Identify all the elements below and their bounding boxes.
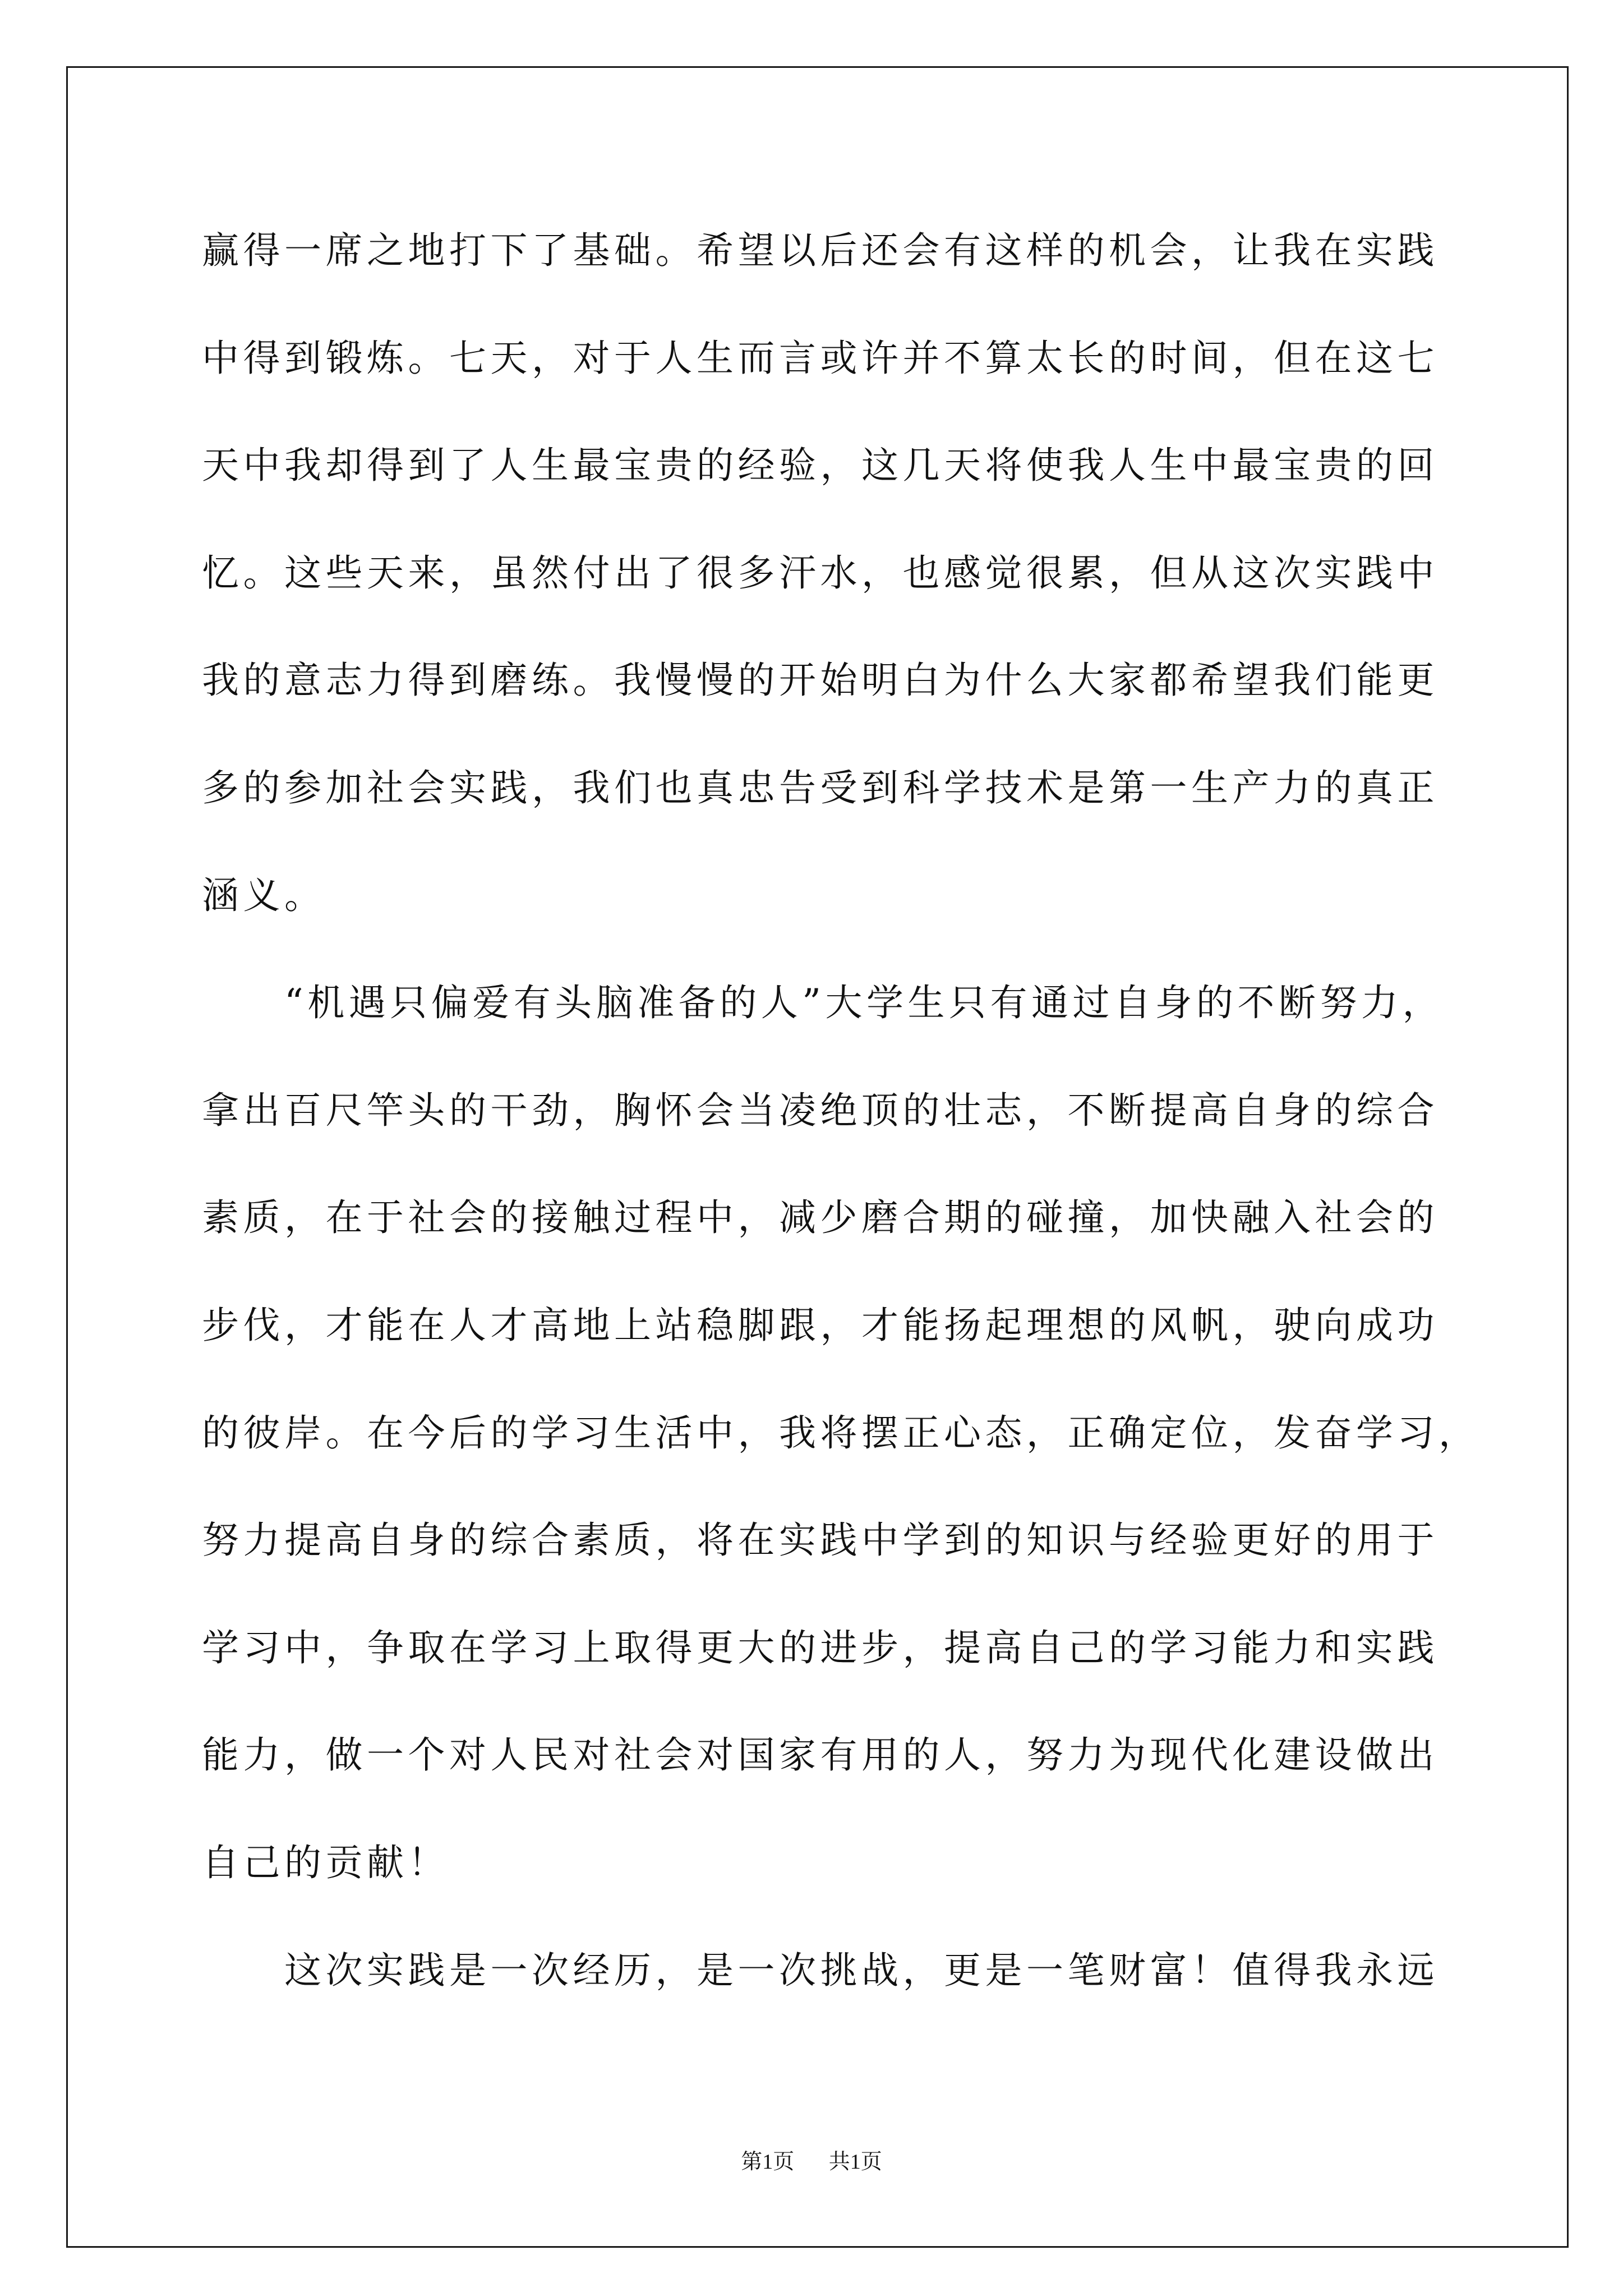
text-line: 自己的贡献！ (202, 1841, 449, 1884)
text-line: 赢得一席之地打下了基础。希望以后还会有这样的机会，让我在实践 (202, 229, 1438, 272)
text-line: 涵义。 (202, 873, 326, 917)
page-total: 共1页 (828, 2150, 882, 2174)
text-line: 多的参加社会实践，我们也真忠告受到科学技术是第一生产力的真正 (202, 766, 1438, 809)
text-line: 素质，在于社会的接触过程中，减少磨合期的碰撞，加快融入社会的 (202, 1196, 1438, 1240)
paragraph-opportunity (202, 949, 1492, 1916)
text-line: 能力，做一个对人民对社会对国家有用的人，努力为现代化建设做出 (202, 1733, 1438, 1777)
text-line: 学习中，争取在学习上取得更大的进步，提高自己的学习能力和实践 (202, 1626, 1438, 1669)
text-line: 天中我却得到了人生最宝贵的经验，这几天将使我人生中最宝贵的回 (202, 444, 1438, 487)
text-line: 拿出百尺竿头的干劲，胸怀会当凌绝顶的壮志，不断提高自身的综合 (202, 1088, 1438, 1132)
text-line: 步伐，才能在人才高地上站稳脚跟，才能扬起理想的风帆，驶向成功 (202, 1303, 1438, 1347)
body-text (202, 197, 1492, 2024)
text-line: 忆。这些天来，虽然付出了很多汗水，也感觉很累，但从这次实践中 (202, 551, 1438, 595)
text-line: 我的意志力得到磨练。我慢慢的开始明白为什么大家都希望我们能更 (202, 659, 1438, 702)
text-line: 中得到锻炼。七天，对于人生而言或许并不算太长的时间，但在这七 (202, 336, 1438, 380)
text-line: 的彼岸。在今后的学习生活中，我将摆正心态，正确定位，发奋学习， (202, 1411, 1480, 1455)
page-number: 第1页 (741, 2150, 795, 2174)
page-footer (0, 2147, 1623, 2177)
paragraph-continued (202, 197, 1492, 949)
paragraph-closing (202, 1917, 1492, 2024)
text-line: 努力提高自身的综合素质，将在实践中学到的知识与经验更好的用于 (202, 1519, 1438, 1562)
text-line: “机遇只偏爱有头脑准备的人”大学生只有通过自身的不断努力， (284, 981, 1444, 1025)
text-line: 这次实践是一次经历，是一次挑战，更是一笔财富！值得我永远 (284, 1948, 1438, 1992)
